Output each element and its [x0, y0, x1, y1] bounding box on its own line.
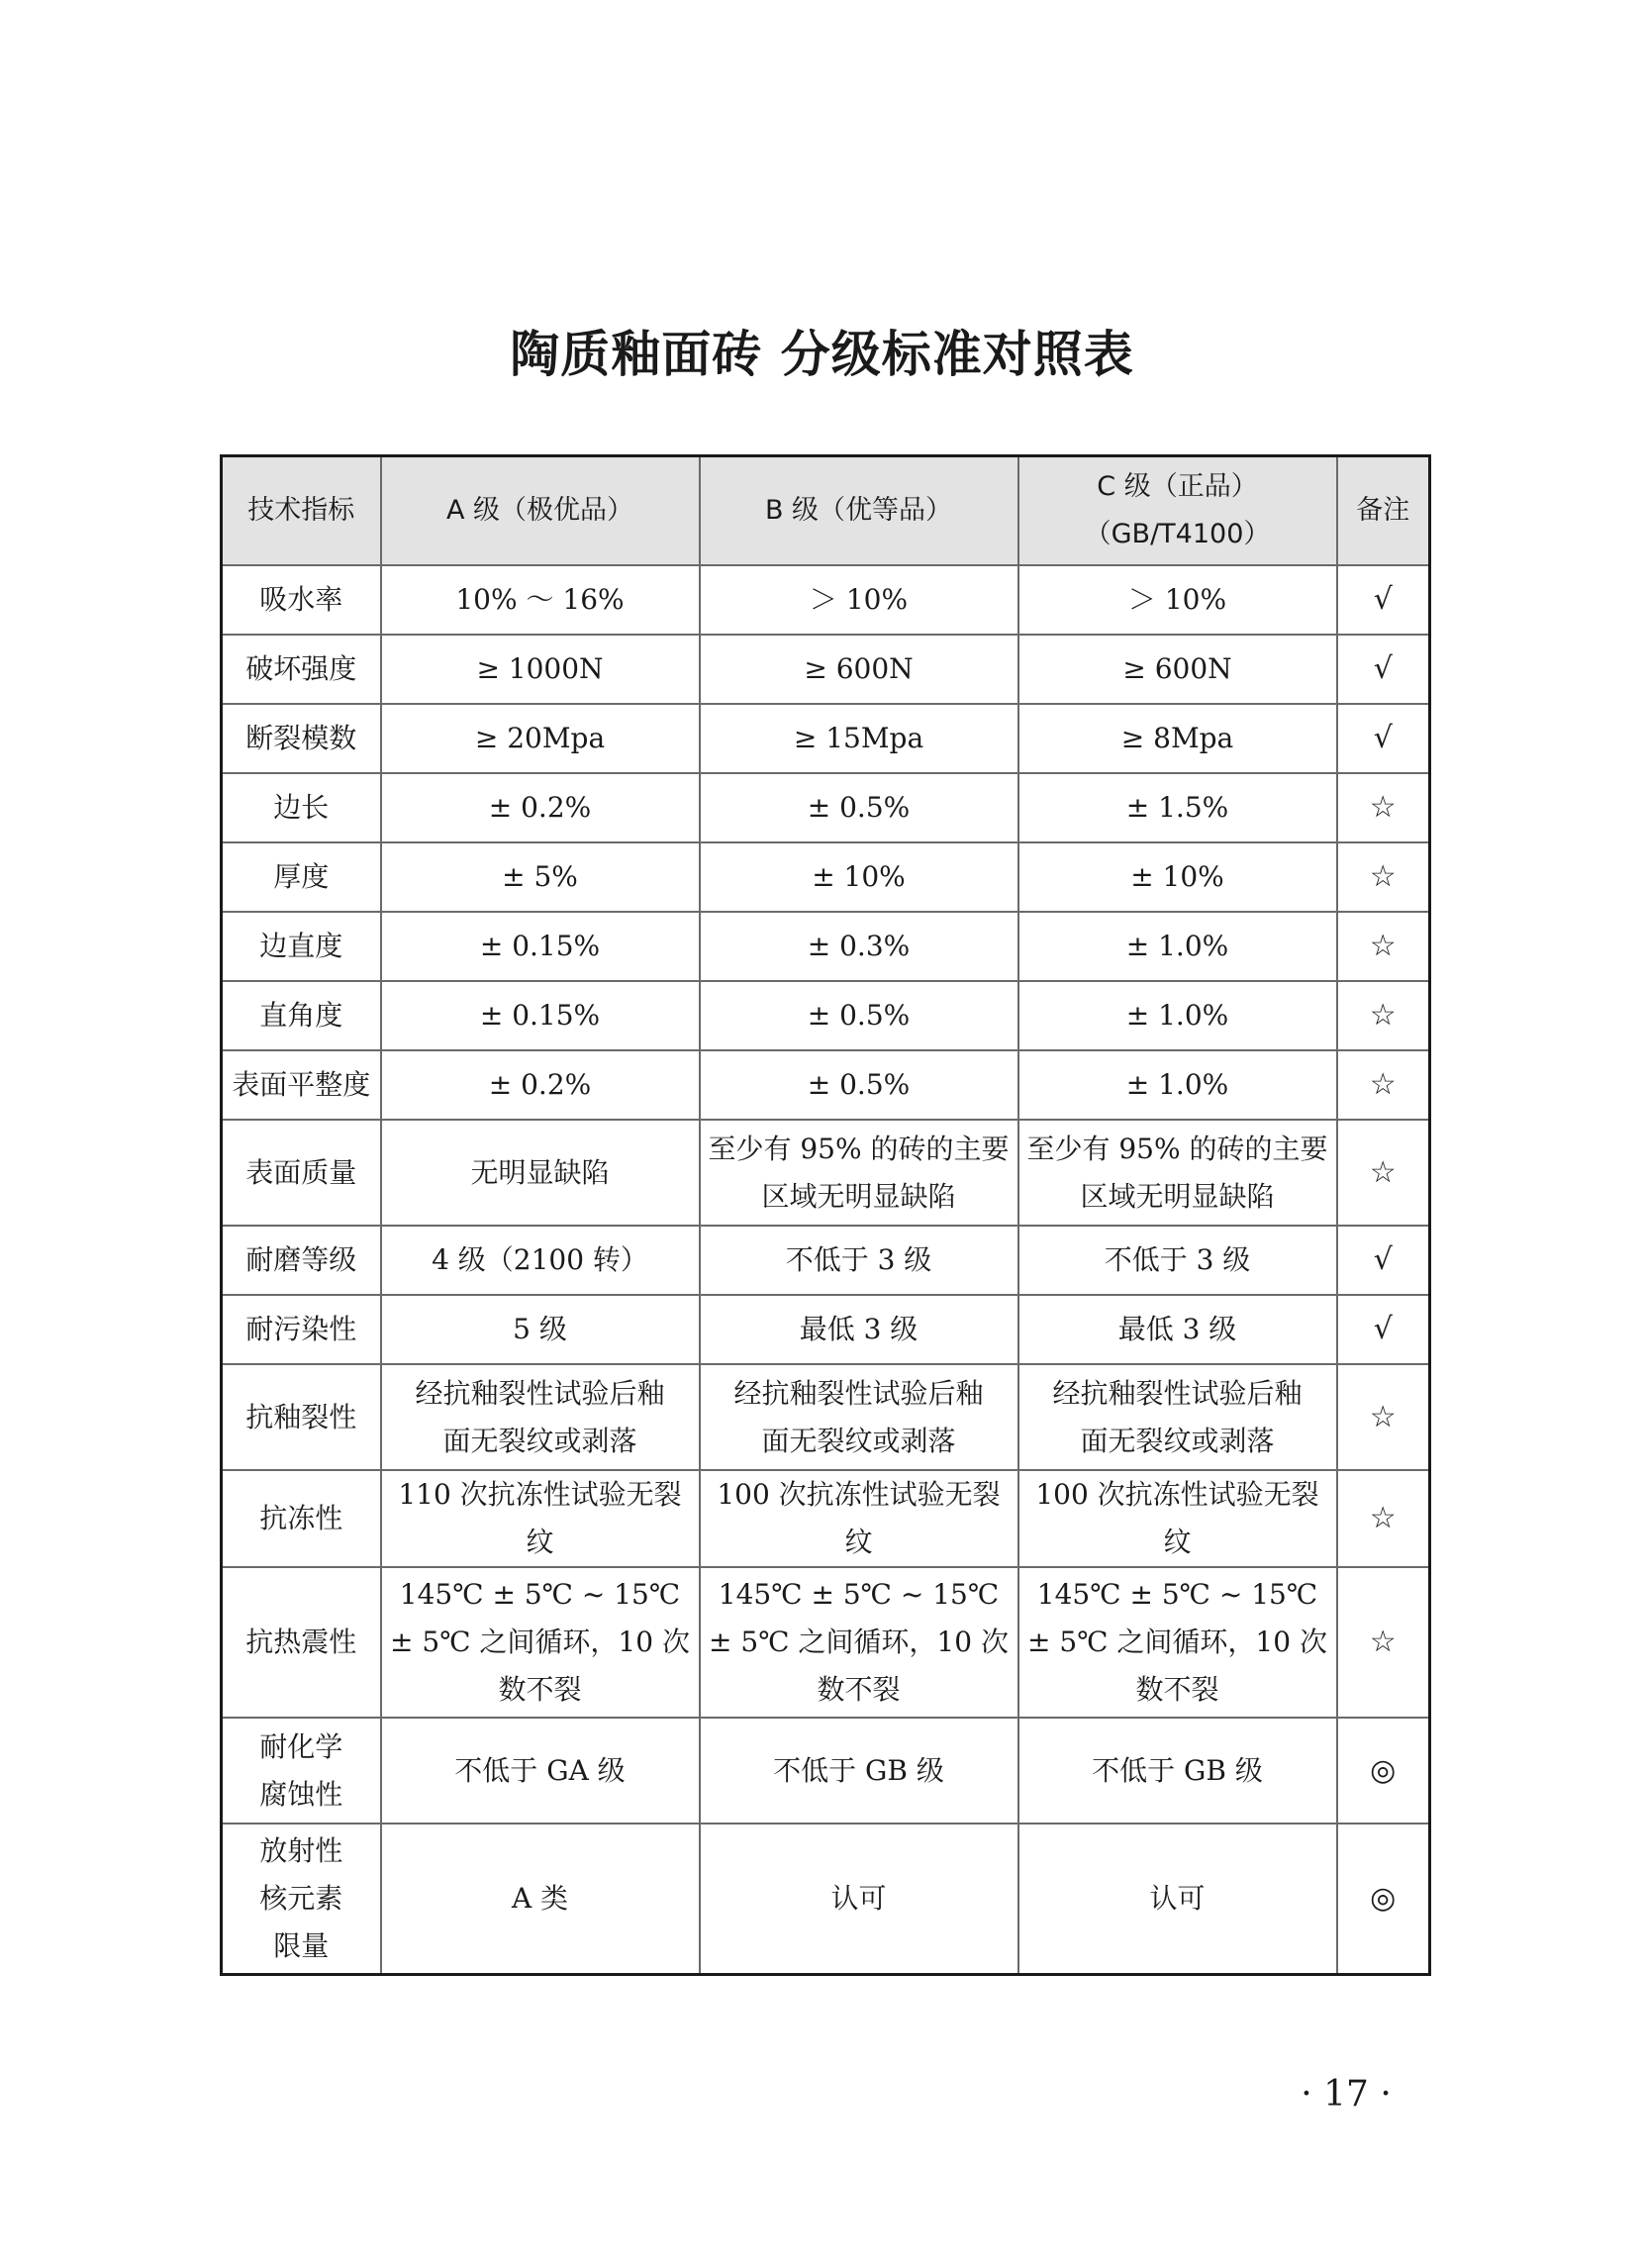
cell-line: 吸水率 [259, 583, 343, 616]
cell-line: ☆ [1369, 1067, 1397, 1102]
table-body [222, 565, 1430, 1974]
cell-line: 区域无明显缺陷 [1080, 1179, 1275, 1213]
cell-line: ± 10% [812, 860, 906, 893]
header-grade-c [1018, 456, 1337, 566]
cell-line: 110 次抗冻性试验无裂纹 [398, 1478, 682, 1558]
cell-line: ≥ 600N [1122, 652, 1232, 685]
grading-standards-table [220, 454, 1431, 1976]
cell-line: √ [1373, 651, 1393, 686]
table-row [222, 1120, 1430, 1226]
cell-line: A 类 [511, 1881, 569, 1915]
cell-line: ± 0.5% [807, 999, 911, 1032]
grade-b-cell [700, 1226, 1018, 1295]
table-row [222, 1226, 1430, 1295]
grade-a-cell [381, 1718, 700, 1824]
grade-b-cell [700, 1567, 1018, 1718]
cell-line: 抗冻性 [259, 1502, 343, 1534]
grade-c-cell [1018, 1120, 1337, 1226]
header-cell-line: A 级（极优品） [445, 495, 634, 526]
header-grade-a [381, 456, 700, 566]
grade-b-cell [700, 1718, 1018, 1824]
grade-a-cell [381, 704, 700, 773]
indicator-cell [222, 1295, 381, 1364]
cell-line: ◎ [1370, 1752, 1397, 1788]
cell-line: ± 0.2% [488, 1068, 592, 1101]
cell-line: 经抗釉裂性试验后釉 [1052, 1376, 1303, 1410]
cell-line: 耐化学 [259, 1729, 343, 1763]
cell-line: ± 5% [502, 860, 578, 893]
cell-line: 边长 [273, 791, 330, 824]
cell-line: ± 0.15% [479, 930, 601, 962]
cell-line: ☆ [1369, 1501, 1397, 1535]
grade-b-cell [700, 1050, 1018, 1120]
grade-b-cell [700, 635, 1018, 704]
grade-b-cell [700, 1824, 1018, 1974]
cell-line: 不低于 GB 级 [1092, 1753, 1263, 1787]
header-grade-b [700, 456, 1018, 566]
cell-line: 数不裂 [817, 1673, 901, 1706]
cell-line: 100 次抗冻性试验无裂纹 [717, 1478, 1001, 1558]
cell-line: 抗釉裂性 [245, 1400, 357, 1433]
remark-cell [1337, 1824, 1430, 1974]
header-cell-line: C 级（正品） [1097, 471, 1258, 502]
grade-c-cell [1018, 1226, 1337, 1295]
cell-line: ± 5℃ 之间循环，10 次 [709, 1626, 1009, 1658]
header-cell-line: 技术指标 [247, 495, 355, 526]
remark-cell [1337, 1364, 1430, 1470]
header-cell-line: B 级（优等品） [764, 495, 953, 526]
cell-line: ± 0.3% [807, 930, 911, 962]
grade-a-cell [381, 1120, 700, 1226]
grade-a-cell [381, 1567, 700, 1718]
header-cell-line: 备注 [1356, 495, 1410, 526]
indicator-cell [222, 704, 381, 773]
grade-b-cell [700, 1295, 1018, 1364]
table-row [222, 981, 1430, 1050]
table-header [222, 456, 1430, 566]
cell-line: ± 0.5% [807, 791, 911, 824]
cell-line: ± 5℃ 之间循环，10 次 [390, 1626, 690, 1658]
cell-line: ☆ [1369, 1625, 1397, 1659]
cell-line: 认可 [1149, 1881, 1206, 1915]
cell-line: ☆ [1369, 929, 1397, 963]
indicator-cell [222, 773, 381, 842]
grade-a-cell [381, 565, 700, 635]
grade-c-cell [1018, 1824, 1337, 1974]
grade-c-cell [1018, 981, 1337, 1050]
cell-line: ☆ [1369, 1154, 1397, 1190]
cell-line: 数不裂 [1135, 1673, 1219, 1706]
cell-line: 4 级（2100 转） [432, 1243, 648, 1276]
remark-cell [1337, 1050, 1430, 1120]
cell-line: 145℃ ± 5℃ ~ 15℃ [1036, 1578, 1318, 1611]
grade-a-cell [381, 912, 700, 981]
remark-cell [1337, 1718, 1430, 1824]
cell-line: 最低 3 级 [799, 1313, 919, 1345]
cell-line: √ [1373, 1242, 1393, 1277]
grade-c-cell [1018, 565, 1337, 635]
cell-line: 145℃ ± 5℃ ~ 15℃ [399, 1578, 681, 1611]
indicator-cell [222, 565, 381, 635]
cell-line: 腐蚀性 [259, 1777, 343, 1811]
remark-cell [1337, 1295, 1430, 1364]
cell-line: ◎ [1370, 1880, 1397, 1916]
cell-line: ≥ 1000N [476, 652, 604, 685]
table-row [222, 1050, 1430, 1120]
cell-line: 表面质量 [245, 1155, 357, 1189]
indicator-cell [222, 1226, 381, 1295]
grade-c-cell [1018, 842, 1337, 912]
cell-line: 边直度 [259, 930, 343, 962]
table-row [222, 1567, 1430, 1718]
grade-a-cell [381, 842, 700, 912]
cell-line: 不低于 3 级 [1104, 1243, 1251, 1276]
table-row [222, 912, 1430, 981]
grade-c-cell [1018, 1364, 1337, 1470]
grade-b-cell [700, 981, 1018, 1050]
cell-line: ± 0.15% [479, 999, 601, 1032]
table-row [222, 635, 1430, 704]
grade-c-cell [1018, 1718, 1337, 1824]
cell-line: 不低于 GA 级 [454, 1753, 626, 1787]
indicator-cell [222, 635, 381, 704]
grade-c-cell [1018, 912, 1337, 981]
grade-b-cell [700, 1120, 1018, 1226]
cell-line: ± 0.5% [807, 1068, 911, 1101]
cell-line: 面无裂纹或剥落 [442, 1424, 637, 1457]
cell-line: 至少有 95% 的砖的主要 [1026, 1132, 1328, 1165]
indicator-cell [222, 1824, 381, 1974]
cell-line: 核元素 [259, 1881, 343, 1915]
table-row [222, 1718, 1430, 1824]
cell-line: 耐磨等级 [245, 1243, 357, 1276]
indicator-cell [222, 1567, 381, 1718]
remark-cell [1337, 704, 1430, 773]
cell-line: 不低于 3 级 [785, 1243, 932, 1276]
cell-line: √ [1373, 1312, 1393, 1346]
cell-line: √ [1373, 582, 1393, 617]
grade-a-cell [381, 1050, 700, 1120]
cell-line: ≥ 600N [804, 652, 914, 685]
table-row [222, 1824, 1430, 1974]
grade-c-cell [1018, 635, 1337, 704]
cell-line: 面无裂纹或剥落 [761, 1424, 956, 1457]
cell-line: ≥ 8Mpa [1120, 722, 1234, 754]
grade-a-cell [381, 635, 700, 704]
grade-c-cell [1018, 1050, 1337, 1120]
cell-line: ☆ [1369, 790, 1397, 825]
cell-line: ☆ [1369, 1399, 1397, 1434]
cell-line: 放射性 [259, 1833, 343, 1867]
remark-cell [1337, 1470, 1430, 1567]
cell-line: 断裂模数 [245, 722, 357, 754]
grade-b-cell [700, 773, 1018, 842]
grade-b-cell [700, 704, 1018, 773]
cell-line: 直角度 [259, 999, 343, 1032]
grade-b-cell [700, 1470, 1018, 1567]
grade-a-cell [381, 981, 700, 1050]
cell-line: 数不裂 [498, 1673, 582, 1706]
grade-c-cell [1018, 773, 1337, 842]
table-row [222, 1295, 1430, 1364]
table-row [222, 704, 1430, 773]
cell-line: ☆ [1369, 998, 1397, 1033]
remark-cell [1337, 912, 1430, 981]
table-row [222, 565, 1430, 635]
table-row [222, 1364, 1430, 1470]
cell-line: ☆ [1369, 859, 1397, 894]
cell-line: √ [1373, 721, 1393, 755]
cell-line: 10% ～ 16% [455, 583, 625, 616]
header-cell-line: （GB/T4100） [1084, 519, 1271, 549]
cell-line: 无明显缺陷 [470, 1155, 610, 1189]
cell-line: ± 1.0% [1125, 930, 1229, 962]
cell-line: ≥ 15Mpa [793, 722, 924, 754]
page-number: · 17 · [1301, 2074, 1392, 2115]
header-remark [1337, 456, 1430, 566]
cell-line: ≥ 20Mpa [474, 722, 606, 754]
indicator-cell [222, 1718, 381, 1824]
indicator-cell [222, 981, 381, 1050]
cell-line: ± 10% [1130, 860, 1224, 893]
grade-a-cell [381, 1824, 700, 1974]
cell-line: 厚度 [273, 860, 330, 893]
cell-line: ± 1.0% [1125, 999, 1229, 1032]
cell-line: ± 1.0% [1125, 1068, 1229, 1101]
remark-cell [1337, 635, 1430, 704]
grade-c-cell [1018, 1470, 1337, 1567]
remark-cell [1337, 1120, 1430, 1226]
grade-a-cell [381, 1295, 700, 1364]
page-title: 陶质釉面砖 分级标准对照表 [510, 325, 1134, 383]
grade-c-cell [1018, 704, 1337, 773]
table-row [222, 842, 1430, 912]
indicator-cell [222, 1120, 381, 1226]
cell-line: ＞ 10% [809, 583, 909, 616]
remark-cell [1337, 1226, 1430, 1295]
cell-line: 抗热震性 [245, 1626, 357, 1658]
grade-a-cell [381, 1226, 700, 1295]
table-row [222, 1470, 1430, 1567]
indicator-cell [222, 1050, 381, 1120]
grade-b-cell [700, 565, 1018, 635]
indicator-cell [222, 912, 381, 981]
indicator-cell [222, 842, 381, 912]
cell-line: 限量 [273, 1928, 330, 1962]
cell-line: 面无裂纹或剥落 [1080, 1424, 1275, 1457]
grade-a-cell [381, 773, 700, 842]
cell-line: 经抗釉裂性试验后釉 [733, 1376, 984, 1410]
cell-line: 区域无明显缺陷 [761, 1179, 956, 1213]
cell-line: ± 5℃ 之间循环，10 次 [1027, 1626, 1327, 1658]
remark-cell [1337, 842, 1430, 912]
indicator-cell [222, 1470, 381, 1567]
header-row [222, 456, 1430, 566]
remark-cell [1337, 981, 1430, 1050]
remark-cell [1337, 773, 1430, 842]
cell-line: 最低 3 级 [1117, 1313, 1237, 1345]
indicator-cell [222, 1364, 381, 1470]
header-indicator [222, 456, 381, 566]
grade-b-cell [700, 1364, 1018, 1470]
cell-line: 5 级 [513, 1313, 567, 1345]
cell-line: 不低于 GB 级 [773, 1753, 944, 1787]
cell-line: ＞ 10% [1127, 583, 1227, 616]
cell-line: 至少有 95% 的砖的主要 [708, 1132, 1010, 1165]
grade-c-cell [1018, 1567, 1337, 1718]
cell-line: 耐污染性 [245, 1313, 357, 1345]
remark-cell [1337, 1567, 1430, 1718]
grade-b-cell [700, 912, 1018, 981]
cell-line: 145℃ ± 5℃ ~ 15℃ [718, 1578, 1000, 1611]
cell-line: 破坏强度 [245, 652, 357, 685]
grade-a-cell [381, 1470, 700, 1567]
grade-a-cell [381, 1364, 700, 1470]
grade-c-cell [1018, 1295, 1337, 1364]
grade-b-cell [700, 842, 1018, 912]
cell-line: ± 1.5% [1125, 791, 1229, 824]
cell-line: 认可 [830, 1881, 887, 1915]
cell-line: 100 次抗冻性试验无裂纹 [1035, 1478, 1319, 1558]
cell-line: 表面平整度 [232, 1068, 371, 1101]
cell-line: ± 0.2% [488, 791, 592, 824]
cell-line: 经抗釉裂性试验后釉 [415, 1376, 665, 1410]
remark-cell [1337, 565, 1430, 635]
table-row [222, 773, 1430, 842]
